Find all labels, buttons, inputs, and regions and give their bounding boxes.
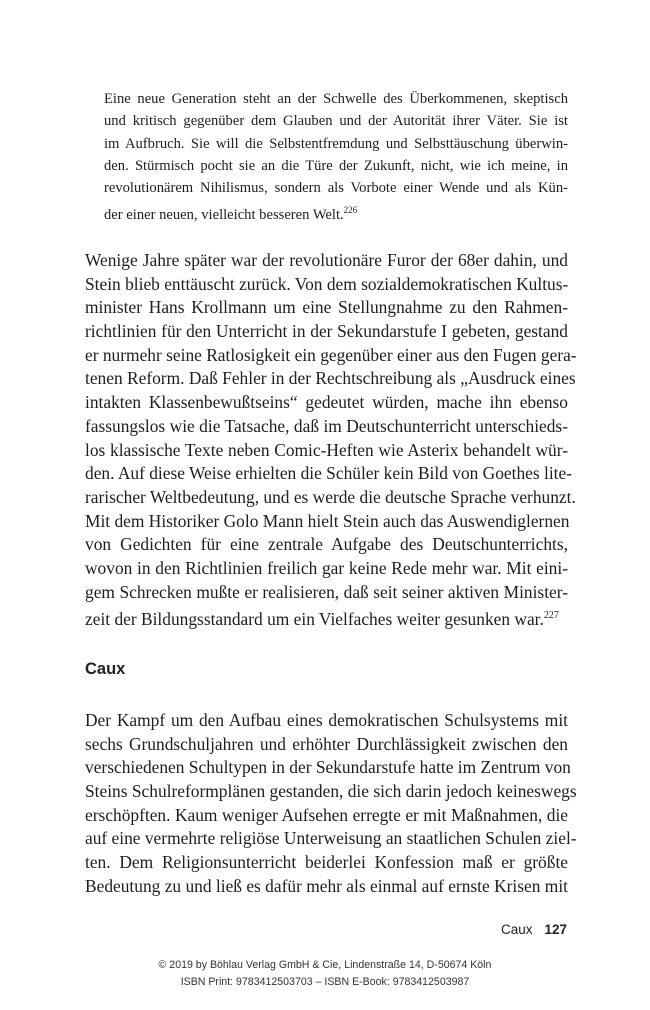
text-line: Mit dem Historiker Golo Mann hielt Stein auch das Auswendiglernen (85, 510, 570, 531)
text-line: auf eine vermehrte religiöse Unterweisung an staatlichen Schulen ziel- (85, 828, 577, 849)
footnote-marker[interactable]: 227 (543, 610, 559, 622)
copyright-line: © 2019 by Böhlau Verlag GmbH & Cie, Lindenstraße 14, D-50674 Köln (158, 959, 492, 971)
text-line: tenen Reform. Daß Fehler in der Rechtschreibung als „Ausdruck eines (85, 368, 576, 389)
block-quote (104, 88, 568, 222)
text-line: fassungslos wie die Tatsache, daß im Deutschunterricht unterschieds- (85, 415, 568, 436)
text-line: verschiedenen Schultypen in der Sekundarstufe hatte im Zentrum von (85, 757, 571, 778)
quote-line-last (104, 199, 568, 224)
footnote-marker[interactable]: 226 (343, 205, 358, 216)
running-title: Caux (500, 922, 533, 937)
text-line: los klassische Texte neben Comic-Heften wie Asterix behandelt wür- (85, 439, 568, 460)
section-heading: Caux (85, 660, 126, 678)
text-line: erschöpften. Kaum weniger Aufsehen erregte er mit Maßnahmen, die (85, 804, 568, 825)
quote-line: im Aufbruch. Sie will die Selbstentfremdung und Selbsttäuschung überwin- (104, 135, 568, 152)
text-line: rarischer Weltbedeutung, und es werde die deutsche Sprache verhunzt. (85, 486, 576, 507)
quote-line-text: der einer neuen, vielleicht besseren Welt. (104, 207, 344, 224)
text-line: wovon in den Richtlinien freilich gar keine Rede mehr war. Mit eini- (85, 557, 568, 578)
text-line: Steins Schulreformplänen gestanden, die sich darin jedoch keineswegs (85, 781, 577, 802)
isbn-line: ISBN Print: 9783412503703 – ISBN E-Book: 9783412503987 (180, 976, 470, 988)
text-line: gem Schrecken mußte er realisieren, daß seit seiner aktiven Minister- (85, 581, 568, 602)
running-footer (501, 922, 567, 937)
text-line: ten. Dem Religionsunterricht beiderlei Konfession maß er größte (85, 852, 568, 873)
quote-line: und kritisch gegenüber dem Glauben und der Autorität ihrer Väter. Sie ist (104, 113, 568, 130)
text-line-last (85, 604, 568, 628)
text-line: den. Auf diese Weise erhielten die Schüler kein Bild von Goethes lite- (85, 463, 573, 484)
paragraph-1 (85, 249, 577, 630)
quote-line: Eine neue Generation steht an der Schwelle des Überkommenen, skeptisch (104, 91, 568, 107)
text-line-content: zeit der Bildungsstandard um ein Vielfaches weiter gesunken war. (85, 609, 544, 630)
page-number: 127 (544, 922, 567, 937)
text-line: sechs Grundschuljahren und erhöhter Durchlässigkeit zwischen den (85, 733, 568, 754)
text-line: minister Hans Krollmann um eine Stellungnahme zu den Rahmen- (85, 297, 568, 318)
quote-line: den. Stürmisch pocht sie an die Türe der Zukunft, nicht, wie ich meine, in (104, 157, 568, 174)
text-line: Stein blieb enttäuscht zurück. Von dem sozialdemokratischen Kultus- (85, 273, 569, 294)
text-line: richtlinien für den Unterricht in der Sekundarstufe I gebeten, gestand (85, 321, 568, 342)
text-line: er nurmehr seine Ratlosigkeit ein gegenüber einer aus den Fugen gera- (85, 344, 577, 365)
text-line: Wenige Jahre später war der revolutionäre Furor der 68er dahin, und (85, 250, 568, 270)
quote-line: revolutionärem Nihilismus, sondern als Vorbote einer Wende und als Kün- (104, 180, 568, 197)
text-line: Bedeutung zu und ließ es dafür mehr als einmal auf ernste Krisen mit (85, 875, 568, 896)
text-line: Der Kampf um den Aufbau eines demokratischen Schulsystems mit (85, 710, 568, 730)
text-line: von Gedichten für eine zentrale Aufgabe des Deutschunterrichts, (85, 534, 568, 555)
paragraph-2 (85, 709, 577, 899)
text-line: intakten Klassenbewußtseins“ gedeutet würden, mache ihn ebenso (85, 392, 568, 413)
